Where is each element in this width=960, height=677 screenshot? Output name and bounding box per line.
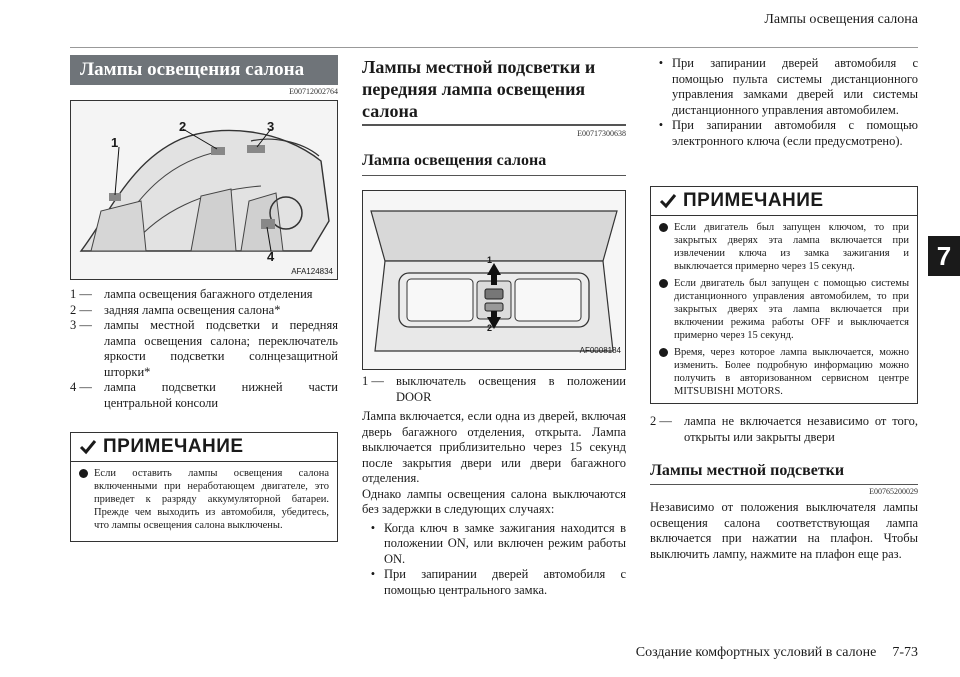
callout-4: 4 — [267, 249, 275, 264]
checkmark-icon — [659, 192, 677, 210]
subheading-rule — [362, 175, 626, 176]
note-item: Если двигатель был запущен с помощью системы дистанционного управления автомобилем, то при закрытых дверях эта лампа включается при включении режима работы OFF и выключается примерно через 15 секунд. — [659, 277, 909, 342]
running-header: Лампы освещения салона — [764, 12, 918, 27]
note-header — [651, 187, 917, 216]
note-title: ПРИМЕЧАНИЕ — [103, 436, 244, 457]
note-header — [71, 433, 337, 462]
car-interior-illustration — [71, 101, 337, 279]
legend-item: 2 — лампа не включается независимо от того, открыты или закрыты двери — [650, 414, 918, 444]
paragraph: Однако лампы освещения салона выключаются без задержки в следующих случаях: — [362, 486, 626, 516]
callout-1: 1 — [487, 255, 493, 265]
page-footer — [636, 645, 918, 661]
figure-id-middle: AF0008184 — [579, 346, 621, 355]
legend-item: 1 — лампа освещения багажного отделения — [70, 287, 313, 301]
page-number: 7-73 — [892, 645, 918, 660]
subheading-right: Лампы местной подсветки — [650, 462, 845, 479]
bullet-dot-icon — [659, 279, 668, 288]
heading-rule — [362, 124, 626, 126]
figure-id-left: AFA124834 — [291, 267, 333, 276]
footer-section: Создание комфортных условий в салоне — [635, 645, 877, 660]
section-heading-middle: Лампы местной подсветки и передняя лампа освещения салона — [362, 57, 596, 121]
legend-list-left — [70, 287, 338, 411]
legend-item: 2 — задняя лампа освещения салона* — [70, 302, 281, 317]
right-bullets — [650, 56, 918, 149]
note-item: Если двигатель был запущен ключом, то при закрытых дверях эта лампа включается при извлечении ключа из замка зажигания и выключается примерно через 15 секунд. — [659, 221, 909, 273]
legend-item: 1 — выключатель освещения в положении DOOR — [362, 374, 626, 404]
legend-list-right — [650, 414, 918, 445]
bullet-dot-icon — [79, 469, 88, 478]
section-heading-left: Лампы освещения салона — [70, 55, 338, 85]
middle-body — [362, 374, 626, 598]
bullet-dot-icon — [659, 223, 668, 232]
header-rule — [70, 47, 918, 48]
bullet-dot-icon — [659, 348, 668, 357]
subheading-middle: Лампа освещения салона — [362, 152, 547, 169]
section-code-middle: E00717300638 — [577, 129, 626, 138]
note-box-right — [650, 186, 918, 404]
legend-item: 3 — лампы местной подсветки и передняя лампа освещения салона; переключатель яркости подсветки солнцезащитной шторки* — [70, 318, 338, 379]
note-title: ПРИМЕЧАНИЕ — [683, 190, 824, 211]
note-box-left — [70, 432, 338, 542]
list-item: • При запирании дверей автомобиля с помощью пульта системы дистанционного управления замками дверей или системы дистанционного управления автомобилем. — [658, 56, 918, 117]
note-item: Время, через которое лампа выключается, можно изменить. Более подробную информацию можно получить в авторизованном сервисном центре MITSUBISHI MOTORS. — [659, 346, 909, 398]
paragraph: Независимо от положения выключателя лампы освещения салона соответствующая лампа включается при нажатии на плафон. Чтобы выключить лампу, нажмите на плафон еще раз. — [650, 500, 918, 561]
legend-item: 4 — лампа подсветки нижней части центральной консоли — [70, 380, 338, 410]
section-code-right: E00765200029 — [869, 487, 918, 496]
subheading-rule — [650, 484, 918, 485]
interior-lamps-figure — [70, 100, 338, 280]
dome-lamp-figure — [362, 190, 626, 370]
note-item: Если оставить лампы освещения салона включенными при неработающем двигателе, это приведет к разряду аккумуляторной батареи. Прежде чем выходить из автомобиля, убедитесь, что лампы освещения салона выключены. — [79, 467, 329, 532]
callout-3: 3 — [267, 119, 275, 134]
list-item: • Когда ключ в замке зажигания находится в положении ON, или включен режим работы ON. — [370, 520, 626, 566]
list-item: • При запирании автомобиля с помощью электронного ключа (если предусмотрено). — [658, 118, 918, 148]
checkmark-icon — [79, 438, 97, 456]
callout-2: 2 — [179, 119, 187, 134]
list-item: • При запирании дверей автомобиля с помощью центрального замка. — [370, 567, 626, 597]
chapter-tab: 7 — [928, 236, 960, 276]
callout-1: 1 — [111, 135, 119, 150]
callout-2: 2 — [487, 323, 493, 333]
dome-lamp-illustration — [363, 191, 625, 369]
paragraph: Лампа включается, если одна из дверей, включая дверь багажного отделения, открыта. Лампа выключается приблизительно через 15 секунд после закрытия двери или двери багажного отделения. — [362, 409, 626, 485]
section-code-left: E00712002764 — [289, 87, 338, 96]
